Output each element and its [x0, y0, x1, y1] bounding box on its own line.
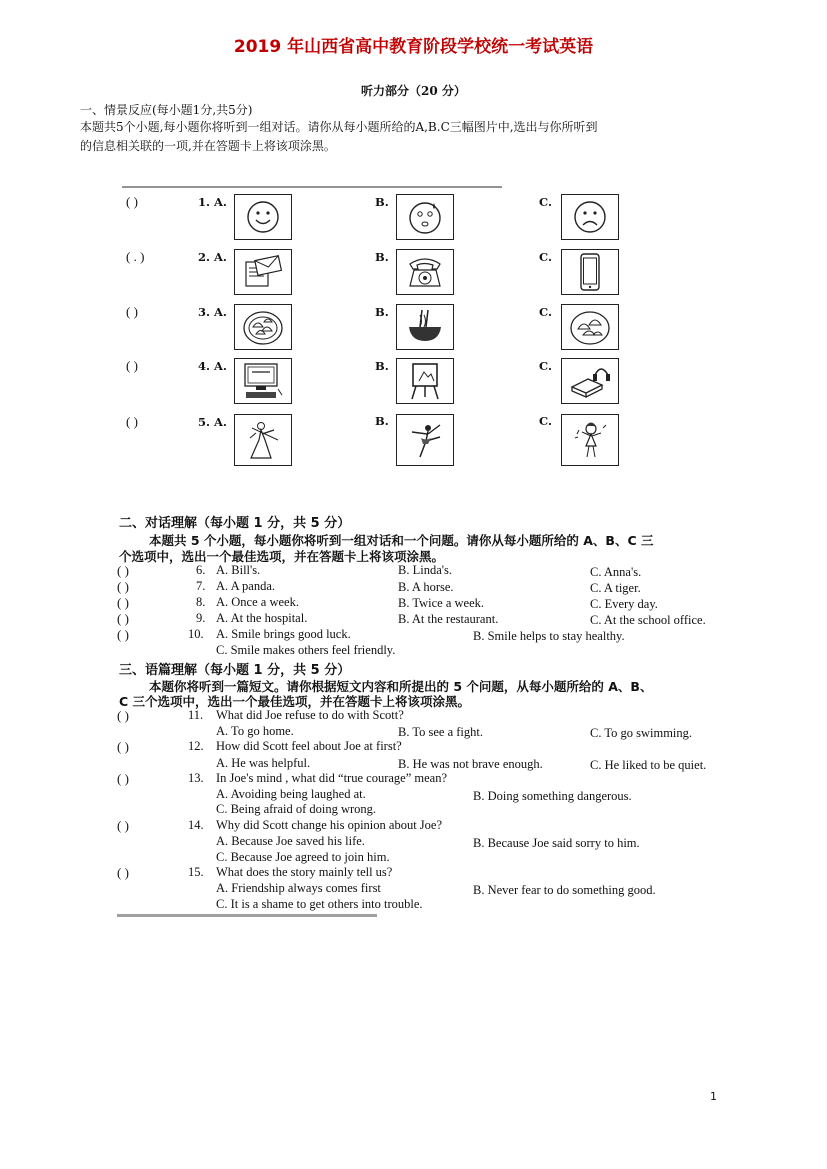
- question-number: 8.: [196, 595, 206, 609]
- option-b: B. A horse.: [398, 580, 454, 594]
- page-number: 1: [710, 1090, 717, 1103]
- sweating-face-icon: [396, 194, 454, 240]
- option-a: A. Avoiding being laughed at.: [216, 787, 366, 801]
- option-b: B. Never fear to do something good.: [473, 883, 656, 897]
- answer-paren: ( ): [117, 818, 129, 833]
- option-a: A. To go home.: [216, 724, 294, 738]
- option-b: B. At the restaurant.: [398, 612, 499, 626]
- part1-instruction-line2: 的信息相关联的一项,并在答题卡上将该项涂黑。: [80, 139, 336, 153]
- option-c-label: C.: [539, 305, 552, 319]
- option-c: C. To go swimming.: [590, 726, 693, 740]
- smiling-face-icon: [234, 194, 292, 240]
- option-c: C. It is a shame to get others into trouble.: [216, 897, 423, 911]
- part3-instruction-line1: 本题你将听到一篇短文。请你根据短文内容和所提出的 5 个问题，从每小题所给的 A、B、: [149, 679, 653, 694]
- part3-heading: 三、语篇理解（每小题 1 分，共 5 分）: [119, 663, 351, 678]
- option-b-label: B.: [375, 305, 389, 319]
- answer-paren: ( ): [117, 563, 129, 578]
- option-b-label: B.: [375, 195, 389, 209]
- food-plate-icon: [561, 304, 619, 350]
- part2-instruction-line2: 个选项中，选出一个最佳选项，并在答题卡上将该项涂黑。: [119, 549, 445, 564]
- scan-artifact: [117, 914, 377, 917]
- singing-girl-icon: [561, 414, 619, 466]
- rotary-telephone-icon: [396, 249, 454, 295]
- answer-paren: ( ): [126, 194, 138, 209]
- question-number: 15.: [188, 865, 204, 879]
- page-title: 2019 年山西省高中教育阶段学校统一考试英语: [233, 37, 594, 57]
- option-a: A. Friendship always comes first: [216, 881, 381, 895]
- question-number: 14.: [188, 818, 204, 832]
- option-c: C. He liked to be quiet.: [590, 758, 707, 772]
- question-text: Why did Scott change his opinion about Joe?: [216, 818, 443, 832]
- option-c: C. Because Joe agreed to join him.: [216, 850, 390, 864]
- question-number: 7.: [196, 579, 206, 593]
- option-c-label: C.: [539, 414, 552, 428]
- option-a: A. Once a week.: [216, 595, 299, 609]
- option-c: C. Every day.: [590, 597, 658, 611]
- answer-paren: ( ): [117, 595, 129, 610]
- option-b: B. He was not brave enough.: [398, 757, 543, 771]
- answer-paren: ( ): [126, 304, 138, 319]
- dumplings-plate-icon: [234, 304, 292, 350]
- option-a: A. Smile brings good luck.: [216, 627, 351, 641]
- option-a: A. A panda.: [216, 579, 276, 593]
- option-c: C. A tiger.: [590, 581, 641, 595]
- option-c: C. Smile makes others feel friendly.: [216, 643, 396, 657]
- part2-heading: 二、对话理解（每小题 1 分，共 5 分）: [119, 516, 351, 531]
- question-number: 2. A.: [198, 250, 227, 264]
- sad-face-icon: [561, 194, 619, 240]
- book-headphones-icon: [561, 358, 619, 404]
- question-text: What does the story mainly tell us?: [216, 865, 393, 879]
- noodle-bowl-icon: [396, 304, 454, 350]
- ballet-dancer-icon: [396, 414, 454, 466]
- option-b: B. Doing something dangerous.: [473, 789, 632, 803]
- answer-paren: ( ): [117, 771, 129, 786]
- option-b: B. Linda's.: [398, 563, 452, 577]
- option-b-label: B.: [375, 359, 389, 373]
- question-number: 1. A.: [198, 195, 227, 209]
- answer-paren: ( . ): [126, 249, 145, 264]
- question-number: 3. A.: [198, 305, 227, 319]
- answer-paren: ( ): [126, 414, 138, 429]
- answer-paren: ( ): [117, 611, 129, 626]
- part2-instruction-line1: 本题共 5 个小题，每小题你将听到一组对话和一个问题。请你从每小题所给的 A、B、C 三: [149, 533, 654, 548]
- question-number: 9.: [196, 611, 206, 625]
- option-b: B. To see a fight.: [398, 725, 483, 739]
- option-c-label: C.: [539, 359, 552, 373]
- answer-paren: ( ): [117, 739, 129, 754]
- question-number: 10.: [188, 627, 204, 641]
- option-c-label: C.: [539, 250, 552, 264]
- answer-paren: ( ): [117, 579, 129, 594]
- answer-paren: ( ): [126, 358, 138, 373]
- option-a: A. Because Joe saved his life.: [216, 834, 365, 848]
- option-b: B. Twice a week.: [398, 596, 485, 610]
- option-b: B. Smile helps to stay healthy.: [473, 629, 625, 643]
- option-c: C. At the school office.: [590, 613, 706, 627]
- question-number: 5. A.: [198, 415, 227, 429]
- option-c: C. Anna's.: [590, 565, 642, 579]
- part1-heading: 一、情景反应(每小题1分,共5分): [80, 103, 253, 117]
- option-a: A. Bill's.: [216, 563, 261, 577]
- mobile-phone-icon: [561, 249, 619, 295]
- answer-paren: ( ): [117, 627, 129, 642]
- part1-instruction: [80, 118, 740, 156]
- question-number: 4. A.: [198, 359, 227, 373]
- answer-paren: ( ): [117, 708, 129, 723]
- question-text: In Joe's mind , what did “true courage” mean?: [216, 771, 447, 785]
- scan-artifact: [122, 186, 502, 188]
- question-number: 12.: [188, 739, 204, 753]
- part3-instruction-line2: C 三个选项中，选出一个最佳选项，并在答题卡上将该项涂黑。: [119, 694, 471, 709]
- computer-icon: [234, 358, 292, 404]
- answer-paren: ( ): [117, 865, 129, 880]
- option-a: A. At the hospital.: [216, 611, 308, 625]
- question-number: 13.: [188, 771, 204, 785]
- option-b-label: B.: [375, 250, 389, 264]
- letter-envelope-icon: [234, 249, 292, 295]
- option-b-label: B.: [375, 414, 389, 428]
- painting-easel-icon: [396, 358, 454, 404]
- question-text: What did Joe refuse to do with Scott?: [216, 708, 404, 722]
- listening-section-header: 听力部分（20 分）: [361, 84, 466, 98]
- option-c: C. Being afraid of doing wrong.: [216, 802, 377, 816]
- option-a: A. He was helpful.: [216, 756, 311, 770]
- question-number: 11.: [188, 708, 204, 722]
- option-c-label: C.: [539, 195, 552, 209]
- option-b: B. Because Joe said sorry to him.: [473, 836, 640, 850]
- part1-instruction-line1: 本题共5个小题,每小题你将听到一组对话。请你从每小题所给的A,B.C三幅图片中,选出与你所听到: [80, 120, 598, 134]
- question-text: How did Scott feel about Joe at first?: [216, 739, 402, 753]
- question-number: 6.: [196, 563, 206, 577]
- violin-player-icon: [234, 414, 292, 466]
